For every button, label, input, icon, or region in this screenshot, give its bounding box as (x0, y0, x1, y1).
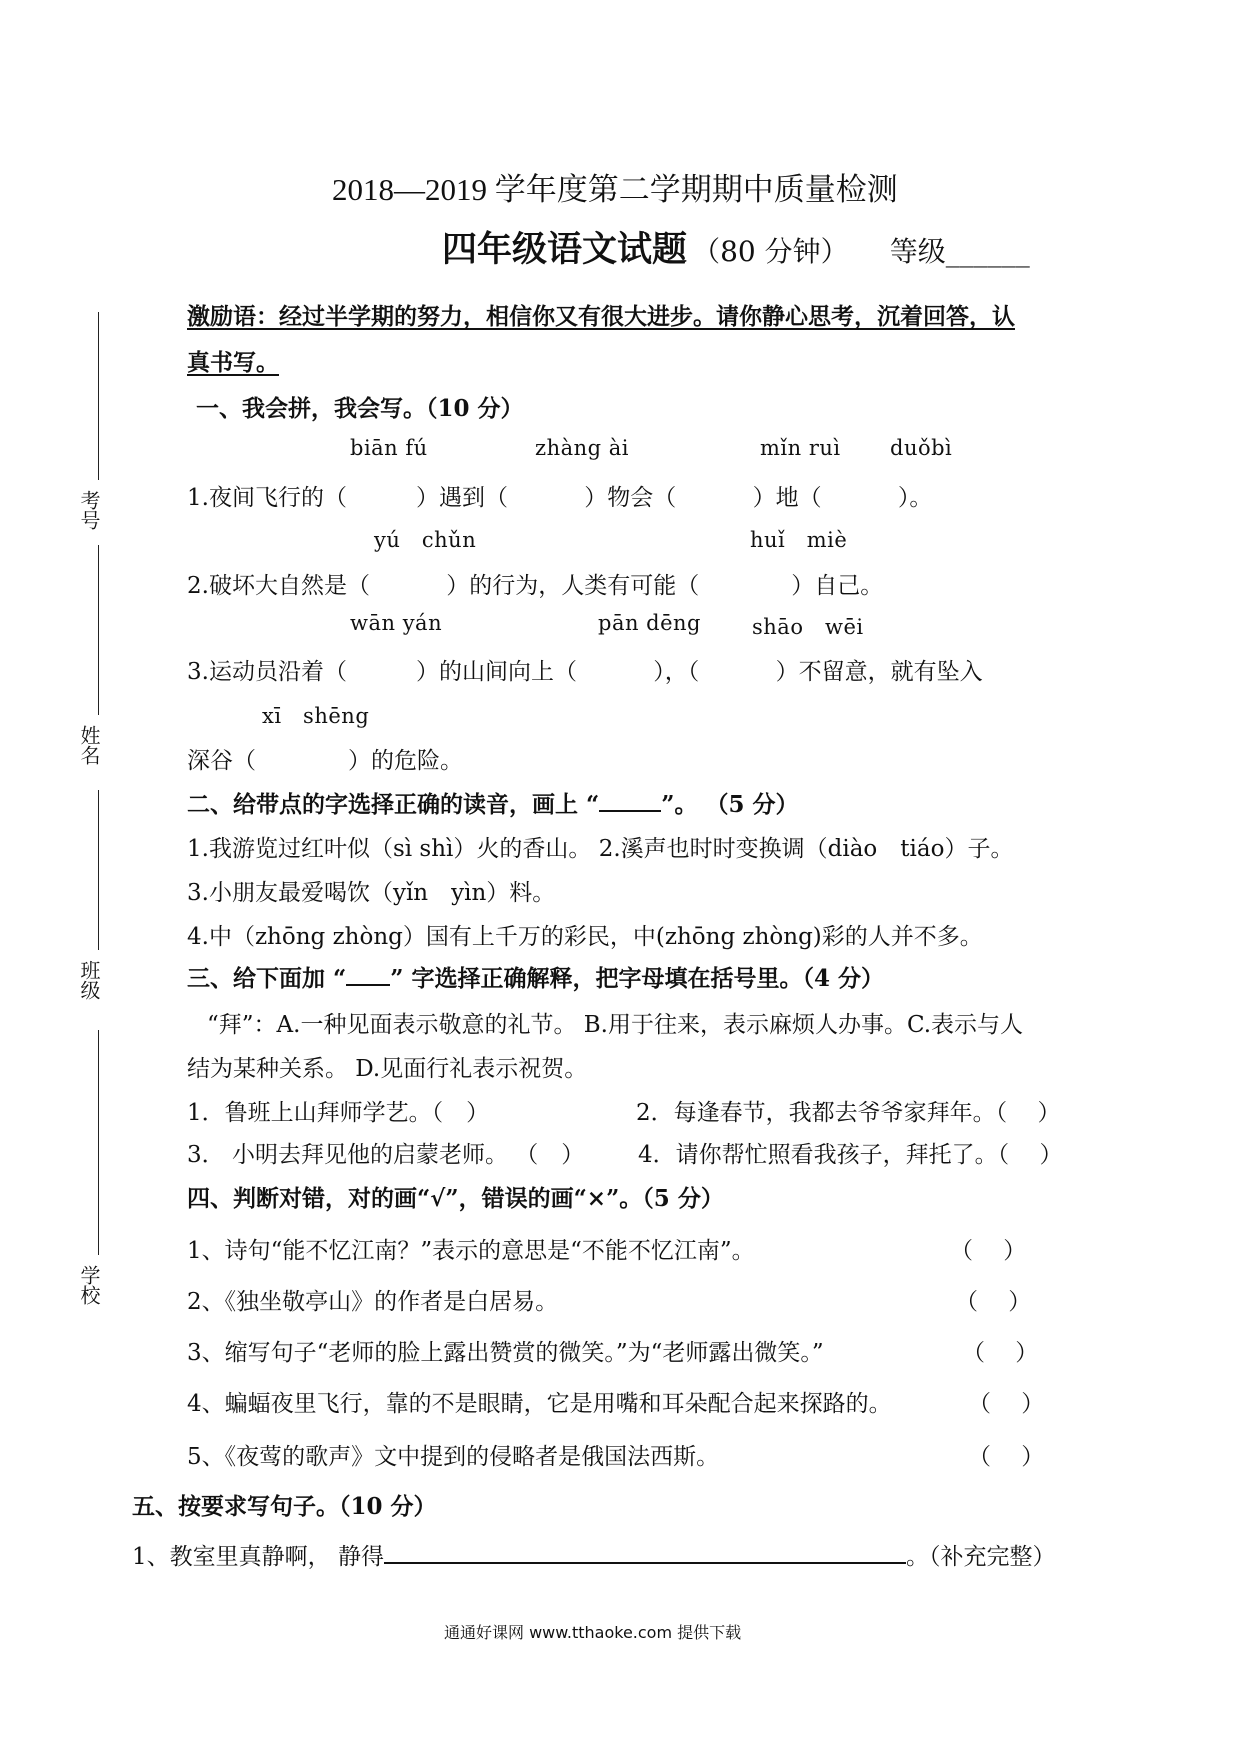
pinyin-duobi: duǒbì (890, 436, 953, 460)
pinyin-wanyan: wān yán (350, 611, 443, 635)
section2-line-3: 4.中（zhōng zhòng）国有上千万的彩民，中(zhōng zhòng)彩的人并不多。 (187, 924, 983, 950)
section3-def-1: “拜”：A.一种见面表示敬意的礼节。 B.用于往来，表示麻烦人办事。C.表示与人 (207, 1012, 1024, 1038)
section3-heading-b: ” 字选择正确解释，把字母填在括号里。（4 分） (390, 965, 884, 992)
section4-item-5: 5、《夜莺的歌声》文中提到的侵略者是俄国法西斯。 (187, 1444, 720, 1470)
class-label: 班级 (77, 960, 101, 1000)
intro-line-2: 真书写。 (187, 349, 279, 376)
pinyin-xisheng: xī shēng (262, 704, 370, 728)
duration: （80 分钟） (692, 235, 849, 268)
pinyin-pandeng: pān dēng (598, 611, 702, 635)
side-line-school (98, 1030, 99, 1255)
pinyin-yuchun: yú chǔn (374, 528, 477, 552)
side-line-name (98, 545, 99, 715)
page-title: 2018—2019 学年度第二学期期中质量检测 (332, 172, 898, 207)
section2-underline-sample (599, 810, 661, 812)
footer-source: 通通好课网 www.tthaoke.com 提供下载 (444, 1623, 742, 1642)
name-label: 姓名 (77, 725, 101, 765)
section4-item-3: 3、缩写句子“老师的脸上露出赞赏的微笑。”为“老师露出微笑。” (187, 1340, 824, 1366)
section3-q1: 1．鲁班上山拜师学艺。（ ） (187, 1100, 490, 1126)
section4-item-4: 4、蝙蝠夜里飞行，靠的不是眼睛，它是用嘴和耳朵配合起来探路的。 (187, 1391, 892, 1417)
school-label: 学校 (77, 1265, 101, 1305)
section5-q1 (132, 1538, 1055, 1571)
subtitle-row (442, 222, 1030, 272)
section1-q2: 2.破坏大自然是（ ）的行为，人类有可能（ ）自己。 (187, 573, 884, 599)
pinyin-zhangai: zhàng ài (535, 436, 629, 460)
section3-heading-a: 三、给下面加 “ (187, 965, 347, 992)
section4-paren-1: （ ） (950, 1238, 1027, 1264)
section2-heading-b: ”。 （5 分） (661, 791, 799, 818)
section3-q4: 4．请你帮忙照看我孩子，拜托了。（ ） (638, 1142, 1063, 1168)
pinyin-minrui: mǐn ruì (760, 436, 841, 460)
section4-heading: 四、判断对错，对的画“√”，错误的画“×”。（5 分） (187, 1185, 724, 1212)
grade-label: 等级______ (889, 235, 1030, 268)
side-line-class (98, 790, 99, 950)
section5-heading: 五、按要求写句子。（10 分） (132, 1493, 437, 1520)
section5-q1-suffix: 。（补充完整） (905, 1544, 1056, 1570)
section1-heading: 一、我会拼，我会写。（10 分） (196, 395, 524, 422)
subtitle: 四年级语文试题 (442, 230, 688, 270)
section5-q1-answer-line[interactable] (384, 1562, 906, 1564)
section4-paren-4: （ ） (968, 1391, 1045, 1417)
section2-heading-a: 二、给带点的字选择正确的读音，画上 “ (187, 791, 600, 818)
section1-q3: 3.运动员沿着（ ）的山间向上（ ），（ ）不留意，就有坠入 (187, 659, 983, 685)
pinyin-huimie: huǐ miè (750, 528, 848, 552)
section5-q1-prompt: 1、教室里真静啊， 静得 (132, 1544, 384, 1570)
section3-q3: 3． 小明去拜见他的启蒙老师。 （ ） (187, 1142, 585, 1168)
section2-heading (187, 786, 799, 819)
section3-def-2: 结为某种关系。 D.见面行礼表示祝贺。 (187, 1056, 588, 1082)
section2-line-1: 1.我游览过红叶似（sì shì）火的香山。 2.溪声也时时变换调（diào tiáo）子。 (187, 836, 1014, 862)
pinyin-bianfu: biān fú (350, 436, 428, 460)
section4-paren-3: （ ） (962, 1340, 1039, 1366)
section3-heading (187, 960, 884, 993)
section1-q3-cont: 深谷（ ）的危险。 (187, 748, 463, 774)
exam-no-label: 考号 (77, 490, 101, 530)
side-line-exam-no (98, 312, 99, 480)
section4-item-1: 1、诗句“能不忆江南？”表示的意思是“不能不忆江南”。 (187, 1238, 755, 1264)
intro-line-1: 激励语：经过半学期的努力，相信你又有很大进步。请你静心思考，沉着回答，认 (187, 303, 1015, 330)
section4-item-2: 2、《独坐敬亭山》的作者是白居易。 (187, 1289, 559, 1315)
section1-q1: 1.夜间飞行的（ ）遇到（ ）物会（ ）地（ ）。 (187, 485, 933, 511)
section3-q2: 2．每逢春节，我都去爷爷家拜年。（ ） (636, 1100, 1061, 1126)
section4-paren-2: （ ） (955, 1289, 1032, 1315)
section4-paren-5: （ ） (968, 1444, 1045, 1470)
pinyin-shaowei: shāo wēi (752, 615, 864, 639)
section3-underline-sample (346, 984, 390, 986)
section2-line-2: 3.小朋友最爱喝饮（yǐn yìn）料。 (187, 880, 556, 906)
